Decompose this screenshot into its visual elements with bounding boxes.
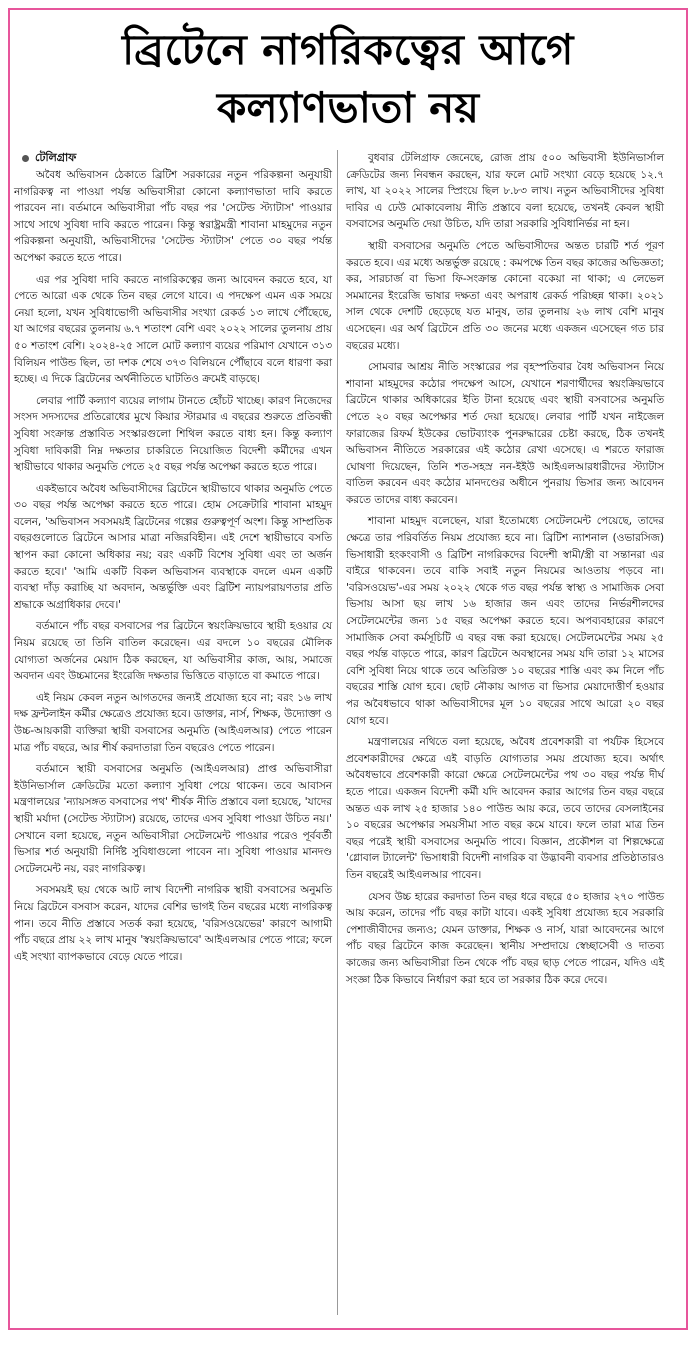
article-body (14, 150, 664, 993)
article-paragraph: মন্ত্রণালয়ের নথিতে বলা হয়েছে, অবৈধ প্রবেশকারী বা পর্যটক হিসেবে প্রবেশকারীদের ক্ষেত্রে এই বাড়তি যোগ্যতার সময় প্রযোজ্য হবে। অর্থাৎ অবৈধভাবে প্রবেশকারী কারো ক্ষেত্রে সেটেলমেন্টের পথ ৩০ বছর পর্যন্ত দীর্ঘ হতে পারে। একজন বিদেশী কর্মী যদি আবেদন করার আগের তিন বছর বছরে অন্তত এক লাখ ২৫ হাজার ১৪০ পাউন্ড আয় করে, তবে তাদের বেসলাইনের ১০ বছরের অপেক্ষার সময়সীমা সাত বছর কমে যাবে। ফলে তারা মাত্র তিন বছর পরেই স্থায়ী বসবাসের অনুমতি পাবে। বিজ্ঞান, প্রকৌশল বা শিল্পক্ষেত্রে 'গ্লোবাল ট্যালেন্ট' ভিসাধারী বিদেশী নাগরিক বা উদ্ভাবনী ব্যবসার প্রতিষ্ঠাতারও তিন বছরেই আইএলআর পাবেন। (346, 736, 664, 881)
byline (14, 150, 332, 166)
article-paragraph: স্থায়ী বসবাসের অনুমতি পেতে অভিবাসীদের অন্তত চারটি শর্ত পূরণ করতে হবে। এর মধ্যে অন্তর্ভুক্ত রয়েছে : কমপক্ষে তিন বছর কাজের অভিজ্ঞতা; কর, সারচার্জ বা ভিসা ফি-সংক্রান্ত কোনো বকেয়া না থাকা; এ লেভেল সমমানের ইংরেজি ভাষার দক্ষতা এবং অপরাধ রেকর্ড পরিচ্ছন্ন থাকা। ২০২১ সাল থেকে দেশটি ছেড়েছে যত মানুষ, তার তুলনায় ২৬ লাখ বেশি মানুষ এসেছেন। এর অর্থ ব্রিটেনে প্রতি ৩০ জনের মধ্যে একজন এসেছেন গত চার বছরের মধ্যে। (346, 239, 664, 352)
article-paragraph: বর্তমানে পাঁচ বছর বসবাসের পর ব্রিটেনে স্বয়ংক্রিয়ভাবে স্থায়ী হওয়ার যে নিয়ম রয়েছে তা তিনি বাতিল করেছেন। এর বদলে ১০ বছরের মৌলিক যোগ্যতা অর্জনের মেয়াদ ঠিক করছেন, যা অভিবাসীর কাজ, আয়, সমাজে অবদান এবং উচ্চমানের ইংরেজি দক্ষতার ভিত্তিতে বাড়াতে বা কমাতে পারে। (14, 620, 332, 683)
headline-line-1: ব্রিটেনে নাগরিকত্বের আগে (122, 25, 574, 74)
article-paragraph: এর পর সুবিধা দাবি করতে নাগরিকত্বের জন্য আবেদন করতে হবে, যা পেতে আরো এক থেকে তিন বছর লেগে যাবে। এ পদক্ষেপ এমন এক সময়ে নেয়া হলো, যখন সুবিধাভোগী অভিবাসীর সংখ্যা রেকর্ড ১৩ লাখে পৌঁছেছে, যা আগের বছরের তুলনায় ৬.৭ শতাংশ বেশি এবং ২০২২ সালের তুলনায় প্রায় ৫০ শতাংশ বেশি। ২০২৪-২৫ সালে মোট কল্যাণ ব্যয়ের পরিমাণ যেখানে ৩১৩ বিলিয়ন পাউন্ড ছিল, তা দশক শেষে ৩৭৩ বিলিয়নে পৌঁছাবে বলে ধারণা করা হচ্ছে। এ দিকে ব্রিটেনের অর্থনীতিতে ঘাটতিও ক্রমেই বাড়ছে। (14, 273, 332, 386)
article-paragraph: সোমবার আশ্রয় নীতি সংস্কারের পর বৃহস্পতিবার বৈধ অভিবাসন নিয়ে শাবানা মাহমুদের কঠোর পদক্ষেপ আসে, যেখানে শরণার্থীদের স্বয়ংক্রিয়ভাবে ব্রিটেনে থাকার অধিকারের ইতি টানা হয়েছে এবং স্থায়ী বসবাসের অনুমতি পেতে ২০ বছর অপেক্ষার শর্ত দেয়া হয়েছে। লেবার পার্টি যখন নাইজেল ফারাজের রিফর্ম ইউকের ভোটব্যাংক পুনরুদ্ধারের চেষ্টা করছে, ঠিক তখনই অভিবাসন নীতিতে সরকারের এই কঠোর রেখা এসেছে। এ শরতে ফারাজ ঘোষণা দিয়েছেন, তিনি শত-সহস্র নন-ইইউ আইএলআরধারীদের স্ট্যাটাস বাতিল করবেন এবং কঠোর মানদণ্ডের অধীনে পুনরায় ভিসার জন্য আবেদন করতে তাদের বাধ্য করবেন। (346, 361, 664, 506)
bullet-icon (22, 155, 29, 162)
article-paragraph: শাবানা মাহমুদ বলেছেন, যারা ইতোমধ্যে সেটেলমেন্ট পেয়েছে, তাদের ক্ষেত্রে তার পরিবর্তিত নিয়ম প্রযোজ্য হবে না। ব্রিটিশ ন্যাশনাল (ওভারসিজ) ভিসাধারী হংকংবাসী ও ব্রিটিশ নাগরিকদের বিদেশী স্বামী/স্ত্রী বা সন্তানরা এর বাইরে থাকবেন। তবে বাকি সবাই নতুন নিয়মের আওতায় পড়বে না। 'বরিসওয়েভ'-এর সময় ২০২২ থেকে গত বছর পর্যন্ত স্বাস্থ্য ও সামাজিক সেবা ভিসায় আসা ছয় লাখ ১৬ হাজার জন এবং তাদের নির্ভরশীলদের সেটেলমেন্টের জন্য ১৫ বছর অপেক্ষা করতে হবে। অপব্যবহারের কারণে সামাজিক সেবা কর্মসূচিটি এ বছর বন্ধ করা হয়েছে। সেটেলমেন্টের সময় ২৫ বছর পর্যন্ত বাড়তে পারে, কারণ ব্রিটেনে অবস্থানের সময় যদি তারা ১২ মাসের বেশি সুবিধা নিয়ে থাকে তবে অতিরিক্ত ১০ বছরের শাস্তি এবং কম নিলে পাঁচ বছরের শাস্তি যোগ হবে। ছোট নৌকায় আগত বা ভিসার মেয়াদোত্তীর্ণ হওয়ার পর অবৈধভাবে থাকা অভিবাসীদের মূল ১০ বছরের সাথে আরো ২০ বছর যোগ হবে। (346, 515, 664, 727)
article-paragraph: সবসময়ই ছয় থেকে আট লাখ বিদেশী নাগরিক স্থায়ী বসবাসের অনুমতি নিয়ে ব্রিটেনে বসবাস করেন, যাদের বেশির ভাগই তিন বছরের মধ্যে নাগরিকত্ব পান। তবে নীতি প্রস্তাবে সতর্ক করা হয়েছে, 'বরিসওয়েভের' কারণে আগামী পাঁচ বছরে প্রায় ২২ লাখ মানুষ 'স্বয়ংক্রিয়ভাবে' আইএলআর পেতে পারে; ফলে এই সংখ্যা ব্যাপকভাবে বেড়ে যেতে পারে। (14, 884, 332, 963)
article-paragraph: একইভাবে অবৈধ অভিবাসীদের ব্রিটেনে স্থায়ীভাবে থাকার অনুমতি পেতে ৩০ বছর পর্যন্ত অপেক্ষা করতে হতে পারে। হোম সেক্রেটারি শাবানা মাহমুদ বলেন, 'অভিবাসন সবসময়ই ব্রিটেনের গল্পের গুরুত্বপূর্ণ অংশ। কিন্তু সাম্প্রতিক বছরগুলোতে ব্রিটেনে আসার মাত্রা নজিরবিহীন। এই দেশে স্থায়ীভাবে বসতি স্থাপন করা কোনো অধিকার নয়; বরং একটি বিশেষ সুবিধা এবং তা অর্জন করতে হবে।' 'আমি একটি বিকল অভিবাসন ব্যবস্থাকে বদলে এমন একটি ব্যবস্থা দাঁড় করাচ্ছি যা অবদান, অন্তর্ভুক্তি এবং ব্রিটিশ ন্যায়পরায়ণতার প্রতি শ্রদ্ধাকে অগ্রাধিকার দেবে।' (14, 482, 332, 611)
headline (10, 20, 686, 136)
headline-line-2: কল্যাণভাতা নয় (216, 83, 480, 132)
byline-source: টেলিগ্রাফ (35, 151, 77, 164)
left-column (14, 150, 332, 993)
article-paragraph: এই নিয়ম কেবল নতুন আগতদের জন্যই প্রযোজ্য হবে না; বরং ১৬ লাখ দক্ষ ফ্রন্টলাইন কর্মীর ক্ষেত্রেও প্রযোজ্য হবে। ডাক্তার, নার্স, শিক্ষক, উদ্যোক্তা ও উচ্চ-আয়কারী ব্যক্তিরা স্থায়ী বসবাসের অনুমতি (আইএলআর) পেতে পারেন মাত্র পাঁচ বছরে, আর শীর্ষ করদাতারা তিন বছরেও পেতে পারেন। (14, 691, 332, 754)
right-column (346, 150, 664, 993)
article-paragraph: লেবার পার্টি কল্যাণ ব্যয়ের লাগাম টানতে হোঁচট খাচ্ছে। কারণ নিজেদের সংসদ সদস্যদের প্রতিরোধের মুখে কিয়ার স্টারমার এ বছরের শুরুতে প্রতিবন্ধী সুবিধা সংক্রান্ত প্রস্তাবিত সংস্কারগুলো শিথিল করতে বাধ্য হন। কিন্তু কল্যাণ সুবিধা দাবিকারী নিম্ন দক্ষতার চাকরিতে নিয়োজিত বিদেশী কর্মীদের এখন স্থায়ীভাবে থাকার অনুমতি পেতে ২৫ বছর পর্যন্ত অপেক্ষা করতে হতে পারে। (14, 394, 332, 474)
article-paragraph: বর্তমানে স্থায়ী বসবাসের অনুমতি (আইএলআর) প্রাপ্ত অভিবাসীরা ইউনিভার্সাল ক্রেডিটের মতো কল্যাণ সুবিধা পেয়ে থাকেন। তবে আবাসন মন্ত্রণালয়ের 'ন্যায়সঙ্গত বসবাসের পথ' শীর্ষক নীতি প্রস্তাবে বলা হয়েছে, 'যাদের স্থায়ী মর্যাদা (সেটেল্ড স্ট্যাটাস) রয়েছে, তাদের এসব সুবিধা পাওয়া উচিত নয়।' সেখানে বলা হয়েছে, নতুন অভিবাসীরা সেটেলমেন্ট পাওয়ার পরেও পূর্ববর্তী ভিসার শর্ত অনুযায়ী নির্দিষ্ট সুবিধাগুলো পাবেন না। সুবিধা পাওয়ার মানদণ্ড সেটেলমেন্ট নয়, বরং নাগরিকত্ব। (14, 763, 332, 875)
article-paragraph: অবৈধ অভিবাসন ঠেকাতে ব্রিটিশ সরকারের নতুন পরিকল্পনা অনুযায়ী নাগরিকত্ব না পাওয়া পর্যন্ত অভিবাসীরা কোনো কল্যাণভাতা দাবি করতে পারবেন না। বর্তমানে অভিবাসীরা পাঁচ বছর পর 'সেটেল্ড স্ট্যাটাস' পাওয়ার সাথে সাথে সুবিধা দাবি করতে পারেন। কিন্তু স্বরাষ্ট্রমন্ত্রী শাবানা মাহমুদের নতুন পরিকল্পনা অনুযায়ী, অভিবাসীদের 'সেটেল্ড স্ট্যাটাস' পেতে ৩০ বছর পর্যন্ত অপেক্ষা করতে হতে পারে। (14, 169, 332, 264)
article-paragraph: যেসব উচ্চ হারের করদাতা তিন বছর ধরে বছরে ৫০ হাজার ২৭০ পাউন্ড আয় করেন, তাদের পাঁচ বছর কাটা যাবে। একই সুবিধা প্রযোজ্য হবে সরকারি পেশাজীবীদের জন্যও; যেমন ডাক্তার, শিক্ষক ও নার্স, যারা আবেদনের আগে পাঁচ বছর ব্রিটেনে কাজ করেছেন। স্থানীয় সম্প্রদায়ে স্বেচ্ছাসেবী ও দাতব্য কাজের জন্য অভিবাসীরা তিন থেকে পাঁচ বছর ছাড় পেতে পারেন, যদিও এই সংজ্ঞা ঠিক কিভাবে নির্ধারণ করা হবে তা সরকার ঠিক করে দেবে। (346, 890, 664, 986)
article-paragraph: বুধবার টেলিগ্রাফ জেনেছে, রোজ প্রায় ৫০০ অভিবাসী ইউনিভার্সাল ক্রেডিটের জন্য নিবন্ধন করছেন, যার ফলে মোট সংখ্যা বেড়ে হয়েছে ১২.৭ লাখ, যা ২০২২ সালের স্প্রিংয়ে ছিল ৮.৮৩ লাখ। নতুন অভিবাসীদের সুবিধা দাবির এ ঢেউ মোকাবেলায় নীতি প্রস্তাবে বলা হয়েছে, তখনই কেবল স্থায়ী বসবাসের অনুমতি দেয়া উচিত, যদি তারা সরকারি সুবিধানির্ভর না হন। (346, 152, 664, 231)
